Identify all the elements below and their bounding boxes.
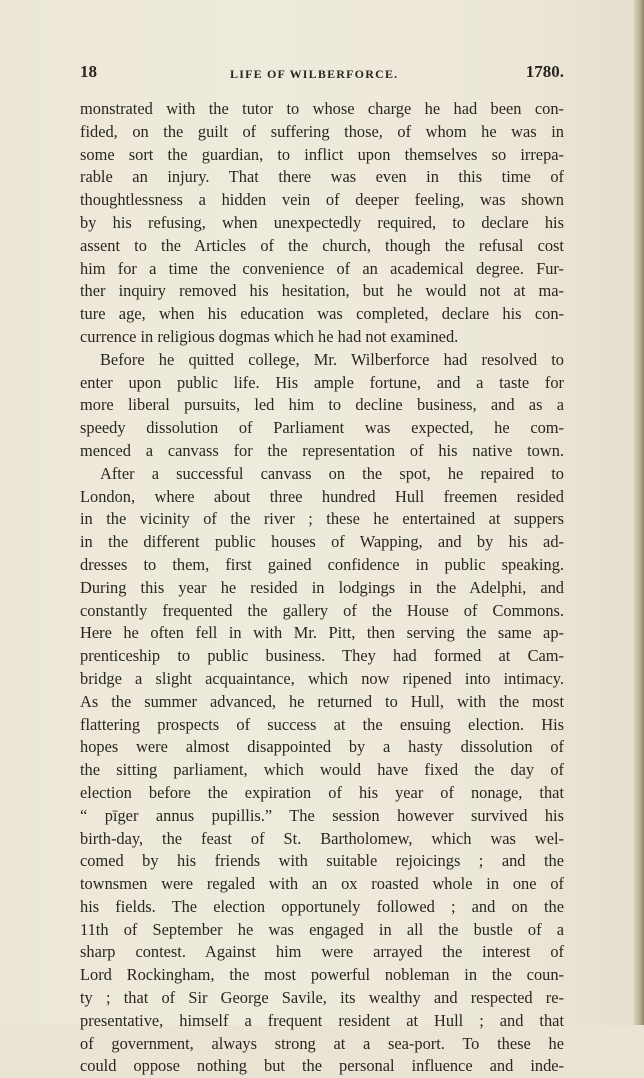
text-line: Before he quitted college, Mr. Wilberforce had resolved to <box>100 349 564 369</box>
text-line: constantly frequented the gallery of the House of Commons. <box>80 600 564 620</box>
text-line: birth-day, the feast of St. Bartholomew, which was wel- <box>80 828 564 848</box>
text-line: menced a canvass for the representation of his native town. <box>80 440 564 460</box>
page-number: 18 <box>80 62 97 81</box>
text-line: “ pīger annus pupillis.” The session however survived his <box>80 805 564 825</box>
text-line: in the vicinity of the river ; these he entertained at suppers <box>80 509 564 529</box>
text-line: dresses to them, first gained confidence in public speaking. <box>80 554 564 574</box>
text-line: sharp contest. Against him were arrayed the interest of <box>80 942 564 962</box>
page-edge <box>634 0 644 1025</box>
body-text <box>80 98 564 1078</box>
text-line: comed by his friends with suitable rejoicings ; and the <box>80 851 564 871</box>
text-line: monstrated with the tutor to whose charge he had been con- <box>80 99 564 118</box>
text-line: rable an injury. That there was even in this time of <box>80 167 564 187</box>
text-line: Lord Rockingham, the most powerful nobleman in the coun- <box>80 965 564 985</box>
text-line: presentative, himself a frequent resident at Hull ; and that <box>80 1010 564 1030</box>
text-line: After a successful canvass on the spot, he repaired to <box>100 463 564 483</box>
text-line: Here he often fell in with Mr. Pitt, then serving the same ap- <box>80 623 564 643</box>
text-line: bridge a slight acquaintance, which now ripened into intimacy. <box>80 668 564 688</box>
text-line: townsmen were regaled with an ox roasted whole in one of <box>80 874 564 894</box>
text-line: ther inquiry removed his hesitation, but he would not at ma- <box>80 281 564 301</box>
text-line: 11th of September he was engaged in all the bustle of a <box>80 919 564 939</box>
text-line: flattering prospects of success at the ensuing election. His <box>80 714 564 734</box>
text-line: prenticeship to public business. They had formed at Cam- <box>80 646 564 666</box>
text-line: enter upon public life. His ample fortune, and a taste for <box>80 372 564 392</box>
text-line: London, where about three hundred Hull freemen resided <box>80 486 564 506</box>
text-line: more liberal pursuits, led him to decline business, and as a <box>80 395 564 415</box>
text-line: his fields. The election opportunely followed ; and on the <box>80 896 564 916</box>
text-line: by his refusing, when unexpectedly required, to declare his <box>80 212 564 232</box>
text-line: ty ; that of Sir George Savile, its wealthy and respected re- <box>80 988 564 1008</box>
text-line: hopes were almost disappointed by a hasty dissolution of <box>80 737 564 757</box>
page-header <box>80 62 564 84</box>
text-line: currence in religious dogmas which he had not examined. <box>80 326 459 346</box>
text-line: thoughtlessness a hidden vein of deeper feeling, was shown <box>80 190 564 210</box>
text-line: him for a time the convenience of an academical degree. Fur- <box>80 258 564 278</box>
text-line: speedy dissolution of Parliament was expected, he com- <box>80 418 564 438</box>
text-line: of government, always strong at a sea-port. To these he <box>80 1033 564 1053</box>
text-line: the sitting parliament, which would have fixed the day of <box>80 760 564 780</box>
running-title: LIFE OF WILBERFORCE. <box>230 67 399 81</box>
header-year: 1780. <box>525 62 564 81</box>
text-line: fided, on the guilt of suffering those, of whom he was in <box>80 121 564 141</box>
text-line: some sort the guardian, to inflict upon themselves so irrepa- <box>80 144 564 164</box>
text-line: could oppose nothing but the personal influence and inde- <box>80 1056 564 1076</box>
text-line: in the different public houses of Wapping, and by his ad- <box>80 532 564 552</box>
text-line: ture age, when his education was completed, declare his con- <box>80 304 564 324</box>
text-line: election before the expiration of his year of nonage, that <box>80 782 564 802</box>
text-line: assent to the Articles of the church, though the refusal cost <box>80 235 564 255</box>
text-line: As the summer advanced, he returned to Hull, with the most <box>80 691 564 711</box>
text-line: During this year he resided in lodgings in the Adelphi, and <box>80 577 564 597</box>
